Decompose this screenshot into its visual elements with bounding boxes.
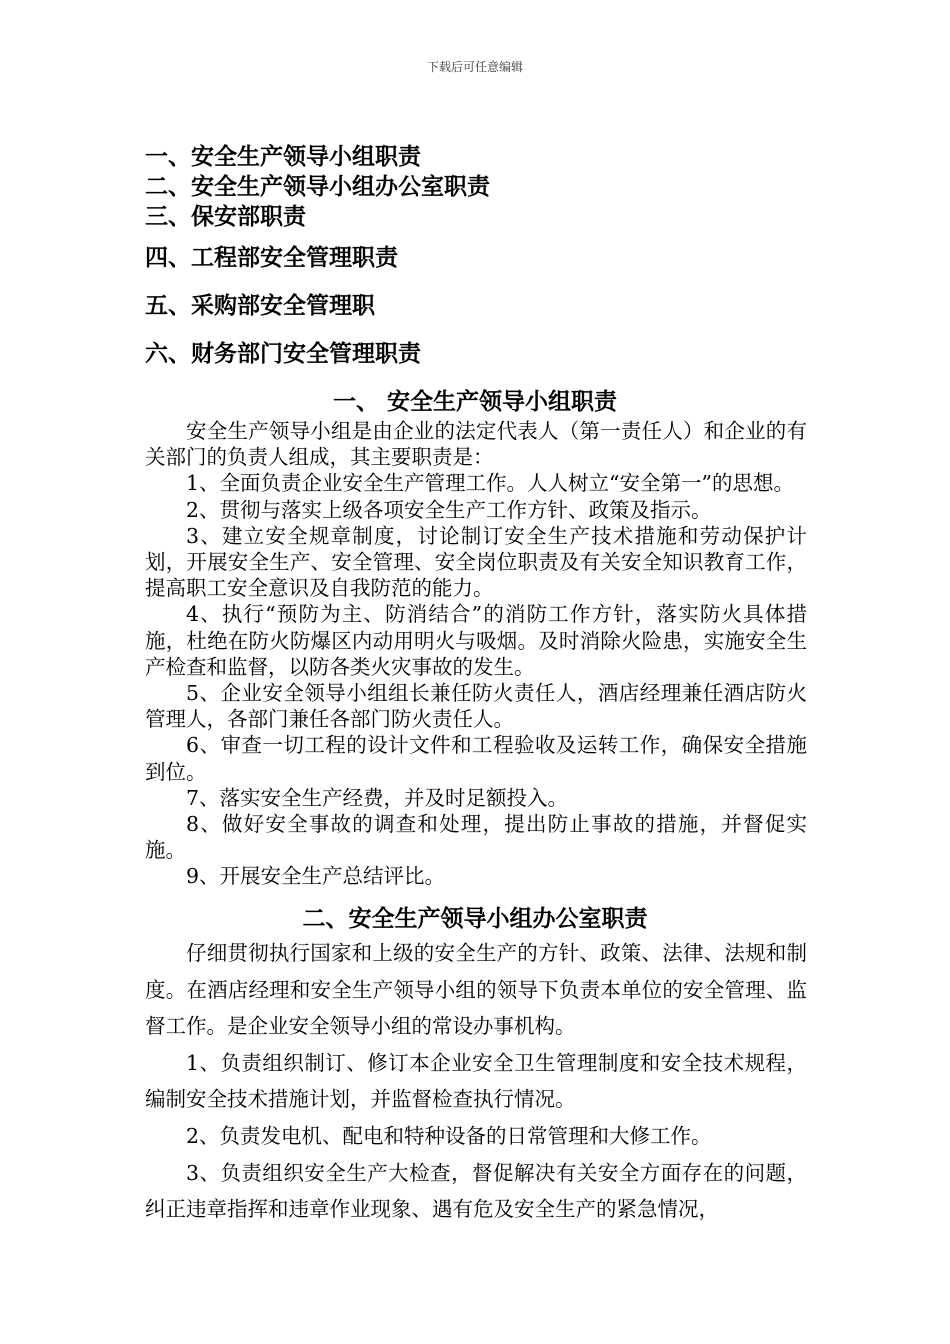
toc-item: 一、安全生产领导小组职责: [145, 144, 421, 170]
section-body: [145, 418, 807, 890]
paragraph: 9、开展安全生产总结评比。: [186, 864, 446, 889]
paragraph: 仔细贯彻执行国家和上级的安全生产的方针、政策、法律、法规和制度。在酒店经理和安全生产领导小组的领导下负责本单位的安全管理、监督工作。是企业安全领导小组的常设办事机构。: [145, 941, 807, 1039]
paragraph: 7、落实安全生产经费，并及时足额投入。: [186, 785, 569, 810]
paragraph: 1、全面负责企业安全生产管理工作。人人树立“安全第一”的思想。: [186, 471, 795, 496]
paragraph: 5、企业安全领导小组组长兼任防火责任人，酒店经理兼任酒店防火管理人，各部门兼任各部门防火责任人。: [145, 681, 807, 732]
header-note: 下载后可任意编辑: [426, 60, 523, 74]
paragraph: 8、做好安全事故的调查和处理，提出防止事故的措施，并督促实施。: [145, 812, 807, 863]
section-title: 一、 安全生产领导小组职责: [332, 389, 617, 415]
paragraph: 3、负责组织安全生产大检查，督促解决有关安全方面存在的问题，纠正违章指挥和违章作业现象、遇有危及安全生产的紧急情况，: [145, 1160, 807, 1222]
section-body: [145, 935, 807, 1228]
toc-item: 六、财务部门安全管理职责: [145, 341, 421, 367]
toc-item: 三、保安部职责: [145, 204, 306, 230]
section-title: 二、安全生产领导小组办公室职责: [302, 906, 648, 932]
toc-item: 五、采购部安全管理职: [145, 293, 375, 319]
paragraph: 2、贯彻与落实上级各项安全生产工作方针、政策及指示。: [186, 497, 712, 522]
paragraph: 2、负责发电机、配电和特种设备的日常管理和大修工作。: [186, 1123, 712, 1148]
paragraph: 1、负责组织制订、修订本企业安全卫生管理制度和安全技术规程，编制安全技术措施计划，并监督检查执行情况。: [145, 1050, 807, 1112]
toc-item: 四、工程部安全管理职责: [145, 245, 398, 271]
paragraph: 6、审查一切工程的设计文件和工程验收及运转工作，确保安全措施到位。: [145, 733, 807, 784]
toc-item: 二、安全生产领导小组办公室职责: [145, 174, 490, 200]
paragraph: 安全生产领导小组是由企业的法定代表人（第一责任人）和企业的有关部门的负责人组成，其主要职责是：: [145, 419, 807, 470]
paragraph: 4、执行“预防为主、防消结合”的消防工作方针，落实防火具体措施，杜绝在防火防爆区内动用明火与吸烟。及时消除火险患，实施安全生产检查和监督，以防各类火灾事故的发生。: [145, 602, 807, 679]
paragraph: 3、建立安全规章制度，讨论制订安全生产技术措施和劳动保护计划，开展安全生产、安全管理、安全岗位职责及有关安全知识教育工作，提高职工安全意识及自我防范的能力。: [145, 523, 807, 601]
